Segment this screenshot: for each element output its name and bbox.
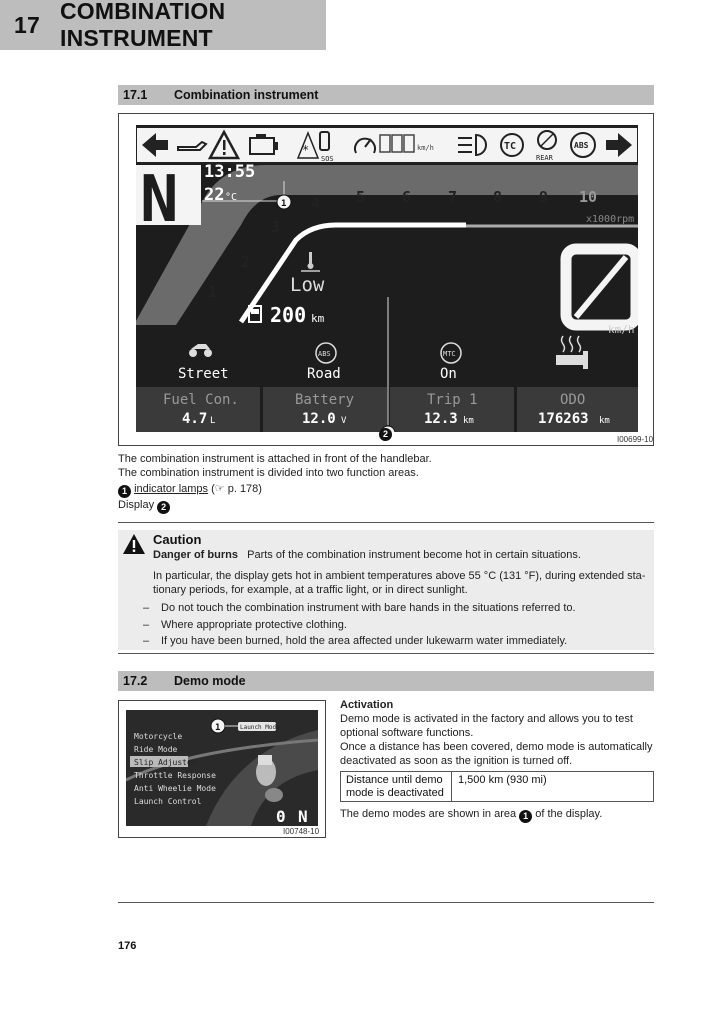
demo-callout-1: 1 xyxy=(215,723,221,733)
divider xyxy=(118,522,654,523)
footer-divider xyxy=(118,902,654,903)
caution-box xyxy=(118,530,654,650)
spec-table xyxy=(340,771,654,802)
speed-unit: km/h xyxy=(608,323,635,336)
mtc-mode-label: MTC xyxy=(443,350,456,358)
intro-line-2: The combination instrument is divided into two function areas. xyxy=(118,467,419,479)
rpm-tick-label: 5 xyxy=(356,188,366,206)
section-number: 17.2 xyxy=(123,674,148,688)
coolant-temp-icon xyxy=(301,252,320,271)
info-fuel-label: Fuel Con. xyxy=(163,392,239,408)
tc-label: TC xyxy=(504,141,517,152)
section-title: Combination instrument xyxy=(174,88,319,102)
demo-display xyxy=(126,710,318,826)
rpm-unit: x1000rpm xyxy=(586,214,635,225)
caution-bullet: – Do not touch the combination instrument with bare hands in the situations referred to. xyxy=(143,602,576,614)
coolant-level: Low xyxy=(290,274,325,296)
gear-indicator: N xyxy=(140,163,179,237)
caution-para-2: tionary periods, for example, at a traffic light, or in direct sunlight. xyxy=(153,584,468,596)
caution-headline-rest: Parts of the combination instrument become hot in certain situations. xyxy=(247,549,581,561)
demo-footer-post: of the display. xyxy=(532,808,603,820)
caution-bullet-text: If you have been burned, hold the area affected under lukewarm water immediately. xyxy=(161,635,568,647)
sos-label: SOS xyxy=(321,155,334,163)
info-odo-unit: km xyxy=(599,416,610,426)
callout-2-ref: 2 xyxy=(157,501,170,514)
abs-label: ABS xyxy=(574,141,589,150)
rpm-tick-label: 3 xyxy=(271,218,281,236)
demo-speed: 0 xyxy=(276,807,286,826)
divider xyxy=(118,653,654,654)
demo-footer-text xyxy=(340,807,656,823)
rpm-tick-label: 1 xyxy=(208,283,218,301)
info-row xyxy=(136,387,638,432)
page-number: 176 xyxy=(118,940,137,952)
section-number: 17.1 xyxy=(123,88,148,102)
rpm-tick-label: 2 xyxy=(241,253,251,271)
info-trip-value: 12.3 xyxy=(424,411,458,427)
speed-digit-slash xyxy=(576,257,626,317)
grip-heater-icon xyxy=(556,336,588,369)
demo-menu-item: Anti Wheelie Mode xyxy=(134,784,216,793)
chapter-header xyxy=(0,0,326,50)
display-label: Display xyxy=(118,499,155,511)
spec-label-line: Distance until demo xyxy=(346,774,443,786)
caution-para-1: In particular, the display gets hot in ambient temperatures above 55 °C (131 °F), during extended sta- xyxy=(153,570,646,582)
demo-footer-pre: The demo modes are shown in area xyxy=(340,808,520,820)
demo-menu-item: Ride Mode xyxy=(134,745,178,754)
info-fuel-unit: L xyxy=(210,416,216,426)
demo-menu-item: Throttle Response xyxy=(134,771,216,780)
motorcycle-icon xyxy=(189,344,212,357)
ambient-temp: 22 xyxy=(204,185,225,205)
info-trip-unit: km xyxy=(463,416,474,426)
mode-road: Road xyxy=(307,366,341,382)
intro-item-2 xyxy=(118,497,170,514)
rpm-tick-label: 10 xyxy=(579,188,598,206)
caution-bullet: – Where appropriate protective clothing. xyxy=(143,619,347,631)
caution-icon xyxy=(122,533,146,555)
page-ref-icon: ☞ xyxy=(214,483,225,495)
info-fuel-value: 4.7 xyxy=(182,411,208,427)
caution-bullet: – If you have been burned, hold the area affected under lukewarm water immediately. xyxy=(143,635,568,647)
callout-2: 2 xyxy=(379,428,392,441)
activation-line: Once a distance has been covered, demo mode is automatically xyxy=(340,741,653,753)
spec-label-cell xyxy=(341,772,452,801)
chapter-number: 17 xyxy=(14,11,40,38)
page-ref-open: ( xyxy=(208,483,215,495)
dashboard-display xyxy=(136,125,638,432)
svg-text:*: * xyxy=(302,143,310,157)
abs-mode-icon xyxy=(316,343,336,363)
info-trip-label: Trip 1 xyxy=(427,392,478,408)
callout-1-ref: 1 xyxy=(118,485,131,498)
cruise-speed-unit: km/h xyxy=(417,144,434,152)
range-value: 200 xyxy=(270,303,307,327)
caution-headline-bold: Danger of burns xyxy=(153,549,238,561)
spec-label-line: mode is deactivated xyxy=(346,787,444,799)
indicator-lamps-link[interactable]: indicator lamps xyxy=(134,483,209,495)
info-battery-value: 12.0 xyxy=(302,411,336,427)
rpm-tick-label: 6 xyxy=(402,188,412,206)
rpm-tick-label: 7 xyxy=(448,188,458,206)
rpm-tick-label: 8 xyxy=(493,188,503,206)
info-odo-value: 176263 xyxy=(538,411,589,427)
spec-value: 1,500 km (930 mi) xyxy=(458,774,547,786)
ambient-temp-unit: °C xyxy=(225,192,238,203)
mode-mtc: On xyxy=(440,366,457,382)
demo-menu-item: Launch Control xyxy=(134,797,202,806)
activation-line: optional software functions. xyxy=(340,727,474,739)
section-header xyxy=(118,671,654,691)
section-title: Demo mode xyxy=(174,674,246,688)
activation-line: deactivated as soon as the ignition is turned off. xyxy=(340,755,573,767)
demo-menu-item-selected: Slip Adjuster xyxy=(134,758,197,767)
figure-id: I00699-10 xyxy=(617,435,654,444)
demo-figure-id: I00748-10 xyxy=(283,827,320,836)
mode-street: Street xyxy=(178,366,229,382)
rpm-tick-label: 9 xyxy=(539,188,549,206)
caution-bullet-text: Where appropriate protective clothing. xyxy=(161,619,347,631)
demo-tag-label: Launch Mode xyxy=(240,724,280,731)
abs-mode-label: ABS xyxy=(318,350,331,358)
caution-headline xyxy=(153,548,648,563)
caution-bullet-text: Do not touch the combination instrument with bare hands in the situations referred to. xyxy=(161,602,576,614)
clock: 13:55 xyxy=(204,162,256,182)
callout-1-label: 1 xyxy=(281,199,287,209)
mode-row xyxy=(178,336,588,382)
range-unit: km xyxy=(311,312,325,325)
info-battery-label: Battery xyxy=(295,392,355,408)
intro-item-1 xyxy=(118,481,262,498)
section-header xyxy=(118,85,654,105)
info-odo-label: ODO xyxy=(560,392,586,408)
chapter-title: COMBINATION INSTRUMENT xyxy=(59,0,226,51)
mtc-mode-icon xyxy=(441,343,461,363)
activation-heading: Activation xyxy=(340,699,394,711)
demo-gear: N xyxy=(298,807,308,826)
page-ref: p. 178) xyxy=(224,483,262,495)
activation-line: Demo mode is activated in the factory and allows you to test xyxy=(340,713,633,725)
rear-label: REAR xyxy=(536,154,553,162)
rpm-tick-label: 4 xyxy=(311,194,321,212)
caution-title: Caution xyxy=(153,532,202,547)
demo-footer-callout: 1 xyxy=(519,810,532,823)
info-battery-unit: V xyxy=(341,416,347,426)
demo-menu-item: Motorcycle xyxy=(134,732,183,741)
intro-line-1: The combination instrument is attached in front of the handlebar. xyxy=(118,453,432,465)
